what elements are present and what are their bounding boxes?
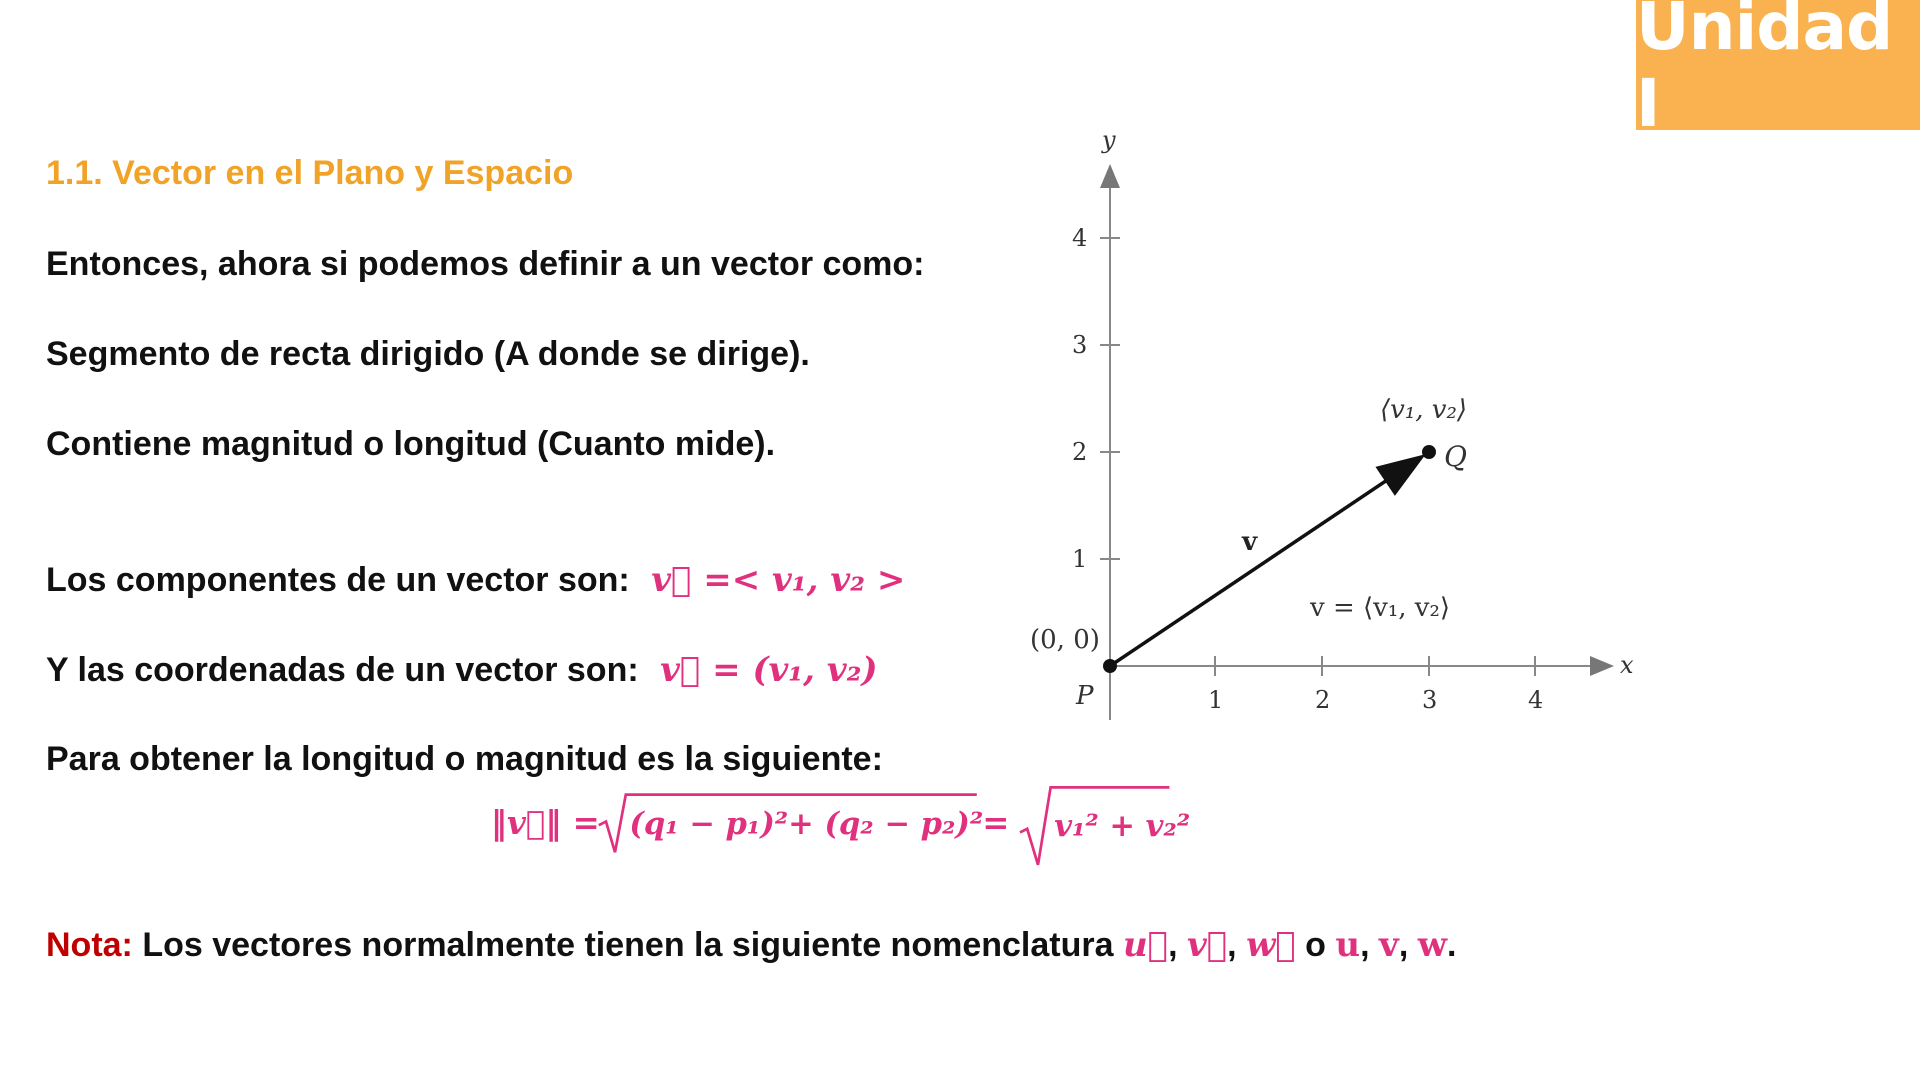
vector-u-symbol: u⃗ [1122, 925, 1169, 965]
section-title: 1.1. Vector en el Plano y Espacio [46, 154, 574, 192]
components-text: Los componentes de un vector son: [46, 561, 630, 599]
x-axis-label: x [1620, 651, 1634, 679]
intro-line: Entonces, ahora si podemos definir a un vector como: [46, 245, 925, 283]
coordinates-text: Y las coordenadas de un vector son: [46, 651, 639, 689]
unit-badge: Unidad I [1636, 0, 1920, 130]
segment-line: Segmento de recta dirigido (A donde se dirige). [46, 335, 810, 373]
note-text: Los vectores normalmente tienen la siguiente nomenclatura [132, 926, 1123, 964]
bold-w: w [1417, 925, 1447, 965]
point-q [1422, 445, 1436, 459]
x-tick-label: 3 [1422, 686, 1438, 714]
bold-u: u [1335, 925, 1361, 965]
period: . [1447, 926, 1457, 964]
y-tick-label: 4 [1072, 224, 1088, 252]
components-math: v⃗ =< v₁, v₂ > [651, 560, 906, 600]
y-tick-label: 1 [1072, 545, 1088, 573]
bold-v: v [1379, 925, 1399, 965]
magnitude-formula [450, 782, 1230, 872]
formula-eq: = [982, 804, 1010, 843]
coordinates-math: v⃗ = (v₁, v₂) [660, 650, 878, 690]
origin-label: (0, 0) [1030, 625, 1100, 655]
vector-w-symbol: w⃗ [1246, 925, 1296, 965]
point-coordinates-label: ⟨v₁, v₂⟩ [1380, 395, 1468, 425]
p-label: P [1076, 681, 1094, 711]
x-tick-label: 1 [1208, 686, 1224, 714]
note-line [46, 925, 1456, 965]
separator: , [1168, 926, 1187, 964]
vector-graph [1020, 120, 1660, 730]
separator: , [1398, 926, 1418, 964]
x-tick-label: 4 [1528, 686, 1544, 714]
length-line: Para obtener la longitud o magnitud es la siguiente: [46, 740, 883, 778]
vector-v-symbol: v⃗ [1186, 925, 1228, 965]
separator: , [1227, 926, 1247, 964]
x-tick-label: 2 [1315, 686, 1331, 714]
coordinates-line [46, 650, 878, 690]
vector-equation-label: v = ⟨v₁, v₂⟩ [1310, 593, 1451, 623]
vector-arrow [1110, 458, 1420, 666]
y-tick-label: 3 [1072, 331, 1088, 359]
connector: o [1295, 926, 1336, 964]
formula-lhs: ‖v⃗‖ = [490, 804, 600, 843]
formula-middle: (q₁ − p₁)²+ (q₂ − p₂)² [629, 806, 984, 843]
magnitude-line: Contiene magnitud o longitud (Cuanto mide). [46, 425, 776, 463]
y-axis-label: y [1102, 126, 1116, 154]
components-line [46, 560, 905, 600]
separator: , [1360, 926, 1380, 964]
point-p [1103, 659, 1117, 673]
q-label: Q [1444, 440, 1467, 473]
vector-label: v [1242, 527, 1258, 557]
y-tick-label: 2 [1072, 438, 1088, 466]
note-label: Nota: [46, 926, 133, 964]
formula-right: v₁² + v₂² [1054, 808, 1191, 844]
